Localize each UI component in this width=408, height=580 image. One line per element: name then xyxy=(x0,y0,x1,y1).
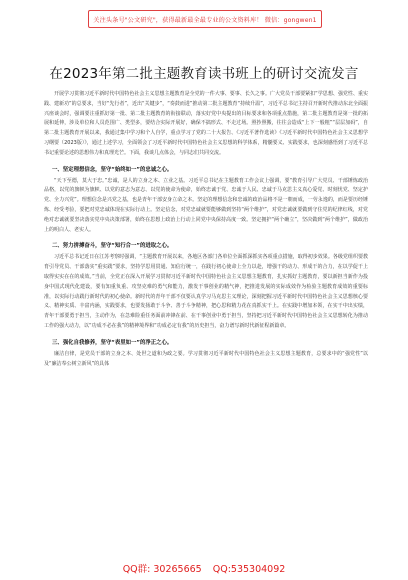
paragraph: “天下至德，莫大于忠。”忠诚，是人的立身之本、立业之基。习近平总书记在主题教育工作会议上强调，要“教育引导广大党员、干部锤炼政治品格，以党的旗帜为旗帜、以党的意志为意志、以党的使命为使命，始终忠诚于党、忠诚于人民、忠诚于马克思主义真心爱党、时刻忧党、坚定护党、全力兴党”。理想信念是兴党之基，也是青年干部安身立命之本。坚定的理想信念和忠诚的政治品格不是一朝而成，一劳永逸的，而是要历经锤炼、经受考验，要把对党忠诚体现在实际行动上。坚定信念，对党忠诚就要能够做到坚持“两个维护”，对党忠诚就要做到守住党的纪律红线，对党绝对忠诚就要坚决落实党中央决策部署，始终在思想上政治上行动上同党中央保持高度一致。坚定拥护“两个确立”，坚决做到“两个维护”，做政治上的明白人、老实人。 xyxy=(44,177,368,233)
promo-banner xyxy=(88,10,322,28)
section-heading: 二、努力拼搏奋斗，坚守“知行合一”的进取之心。 xyxy=(52,243,173,250)
promo-banner-text: 关注头条号"公文研究"，获得最新最全最专业的公文资料库！ 微信：gongwen1 xyxy=(93,16,317,24)
page-title: 在2023年第二批主题教育读书班上的研讨交流发言 xyxy=(49,66,359,82)
document-body xyxy=(44,90,368,560)
paragraph: 廉洁自律，是党员干部的立身之本、处世之道和为政之要。学习贯彻习近平新时代中国特色社会主义思想主题教育，总要求中的“强党性”以及“廉洁奉公树立新风”的具体 xyxy=(44,350,368,367)
footer-qq-group: QQ群: 30265665 xyxy=(122,564,202,575)
section-heading: 一、坚定理想信念，坚守“始终如一”的忠诚之心。 xyxy=(52,166,173,173)
section-heading: 三、强化自我修养，坚守“表里如一”的净正之心。 xyxy=(52,339,173,346)
footer-contact xyxy=(0,561,408,575)
paragraph: 开展学习贯彻习近平新时代中国特色社会主义思想主题教育是全党的一件大事、要事、长久之事。广大党员干部要紧扣“学思想、强党性、重实践、建新功”的总要求，当好“先行者”，近出“关键步”，“奏鼓而进”推动第二批主题教育“持续升温”，习近平总书记主持召开新时代推动东北全面振兴座谈会时，强调要注重抓好第一批、第二批主题教育的衔接联动，落实好党中央提出的目标要求和各项重点措施，第二批主题教育是第一批的拓展和延伸，涉及单位和人员范围广、类型多，要结合实际开展好，确保不搞形式、不走过场。照抄照搬，往往会造成“上下一般粗”“层层加码”，自第二批主题教育开展以来，我通过集中学习和个人自学，重点学习了党的二十大报告、《习近平著作选读》《习近平新时代中国特色社会主义思想学习纲要（2023版）》，通过上述学习，全面领会了习近平新时代中国特色社会主义思想的科学体系，精髓要义、实践要求，也深刻感悟到了习近平总书记重要论述的思想伟力和真理光芒。下面，我谈几点体会，与同志们共同交流。 xyxy=(44,91,368,156)
paragraph: 习近平总书记近日在江苏考察时强调，“主题教育开展以来，各地区各部门各单位全面抓深抓实各项重点措施，取得初步效果。各级党组织要教育引导党员、干部落实“重实践”要求，坚持学思用贯通、知信行统一，在践行初心使命上全力以赴，增强干的动力、形成干的合力，在以学促干上取得实实在在的成效。”当前，全党正在深入开展学习贯彻习近平新时代中国特色社会主义思想主题教育，扎实抓好主题教育，要以新担当新作为投身中国式现代化建设，要有知重负重、攻坚克难的勇气和能力，激发干事创业的精气神，把推进发展的实际成效作为检验主题教育成效的重要标准，以实际行动践行新时代的初心使命。新时代的青年干部不仅要认真学习马克思主义理论，深刻把握习近平新时代中国特色社会主义思想核心要义、精神实质、丰富内涵，实践要求，也要发扬敢于斗争、善于斗争精神，把心思和精力花在真抓实干上。在实践中增加本领，在实干中出实绩，青年干部要勇于担当，主动作为，在急难险重任务面前冲锋在前、在干事创业中勇于担当，坚持把习近平新时代中国特色社会主义思想转化为推动工作的强大动力，以“功成不必在我”的精神境界和“功成必定有我”的历史担当，奋力谱写新时代新征程新篇章。 xyxy=(44,254,368,329)
footer-qq: QQ:535304092 xyxy=(212,564,286,575)
